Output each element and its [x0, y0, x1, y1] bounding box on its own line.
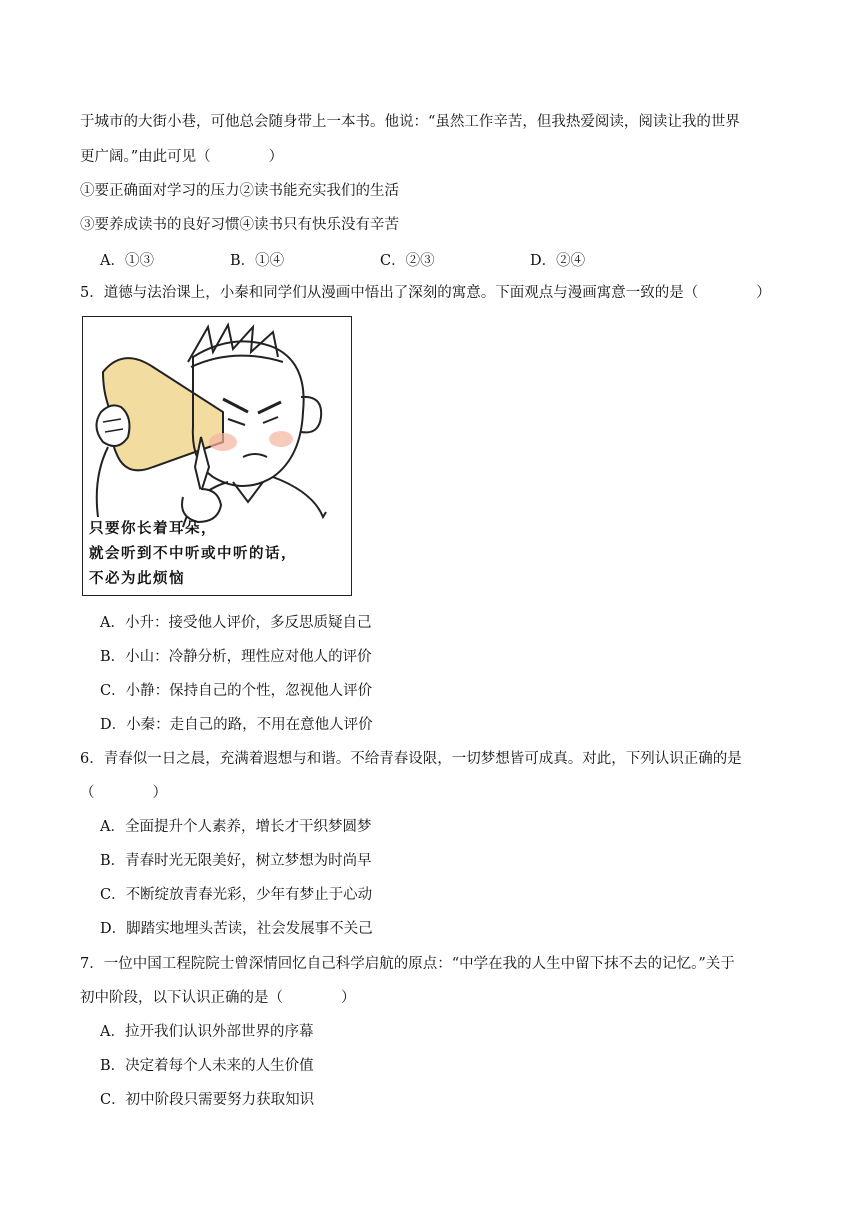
- q5-stem: 5．道德与法治课上，小秦和同学们从漫画中悟出了深刻的寓意。下面观点与漫画寓意一致的是（ ）: [80, 285, 771, 301]
- q6-option-c[interactable]: C．不断绽放青春光彩，少年有梦止于心动: [100, 887, 373, 903]
- q6-option-a[interactable]: A．全面提升个人素养，增长才干织梦圆梦: [100, 819, 372, 835]
- q7-option-b[interactable]: B．决定着每个人未来的人生价值: [100, 1058, 314, 1074]
- q7-option-c[interactable]: C．初中阶段只需要努力获取知识: [100, 1092, 315, 1108]
- q6-option-b[interactable]: B．青春时光无限美好，树立梦想为时尚早: [100, 853, 372, 869]
- q6-stem-bracket: （ ）: [80, 785, 167, 801]
- q4-choice-b[interactable]: B．①④: [230, 253, 285, 269]
- q7-stem-line2: 初中阶段，以下认识正确的是（ ）: [80, 990, 356, 1006]
- q4-stem-line1: 于城市的大街小巷，可他总会随身带上一本书。他说：“虽然工作辛苦，但我热爱阅读，阅读让我的世界: [80, 114, 740, 130]
- q7-stem: 7．一位中国工程院院士曾深情回忆自己科学启航的原点：“中学在我的人生中留下抹不去的记忆。”关于: [80, 956, 735, 972]
- cartoon-caption-line2: 就会听到不中听或中听的话，: [89, 546, 297, 562]
- q4-choices: [100, 249, 586, 269]
- q5-option-a[interactable]: A．小升：接受他人评价，多反思质疑自己: [100, 615, 372, 631]
- q4-choice-a[interactable]: A．①③: [100, 253, 154, 269]
- cartoon-caption: [89, 517, 347, 592]
- cartoon-caption-line1: 只要你长着耳朵，: [89, 521, 217, 537]
- q5-cartoon: [82, 316, 352, 596]
- cartoon-caption-line3: 不必为此烦恼: [89, 571, 185, 587]
- q5-option-c[interactable]: C．小静：保持自己的个性，忽视他人评价: [100, 683, 373, 699]
- q5-option-b[interactable]: B．小山：冷静分析，理性应对他人的评价: [100, 649, 372, 665]
- q4-choice-c[interactable]: C．②③: [380, 253, 435, 269]
- q6-option-d[interactable]: D．脚踏实地埋头苦读，社会发展事不关己: [100, 921, 373, 937]
- q7-option-a[interactable]: A．拉开我们认识外部世界的序幕: [100, 1024, 314, 1040]
- q6-stem: 6．青春似一日之晨，充满着遐想与和谐。不给青春设限，一切梦想皆可成真。对此，下列认识正确的是: [80, 751, 742, 767]
- q4-choice-d[interactable]: D．②④: [530, 253, 586, 269]
- q4-statement-1-2: ①要正确面对学习的压力②读书能充实我们的生活: [80, 183, 399, 199]
- q4-statement-3-4: ③要养成读书的良好习惯④读书只有快乐没有辛苦: [80, 217, 399, 233]
- q4-stem-line2: 更广阔。”由此可见（ ）: [80, 149, 284, 165]
- q5-option-d[interactable]: D．小秦：走自己的路，不用在意他人评价: [100, 717, 373, 733]
